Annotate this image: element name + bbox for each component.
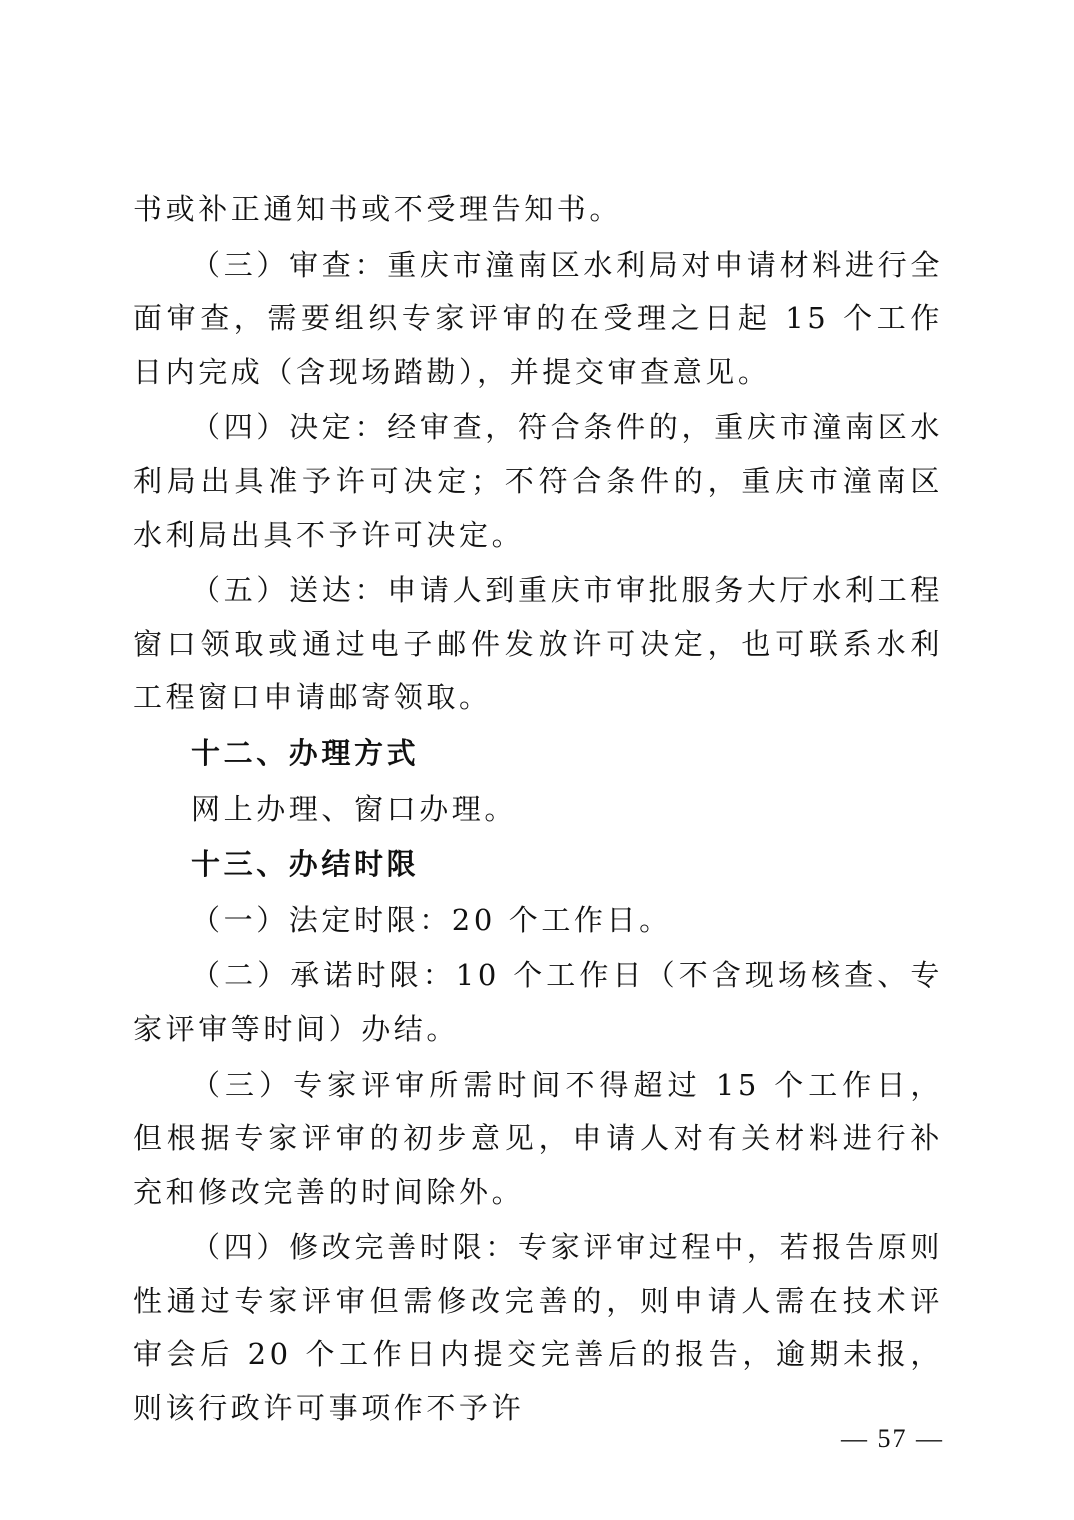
section-heading-handling-method: 十二、办理方式 — [191, 735, 420, 770]
paragraph-continuation: 书或补正通知书或不受理告知书。 — [133, 192, 623, 226]
paragraph-decision: （四）决定：经审查，符合条件的，重庆市潼南区水利局出具准予许可决定；不符合条件的，重庆市潼南区水利局出具不予许可决定。 — [133, 410, 943, 552]
document-body — [133, 183, 943, 1438]
paragraph-delivery: （五）送达：申请人到重庆市审批服务大厅水利工程窗口领取或通过电子邮件发放许可决定，也可联系水利工程窗口申请邮寄领取。 — [133, 573, 943, 715]
paragraph-revision-time-limit: （四）修改完善时限：专家评审过程中，若报告原则性通过专家评审但需修改完善的，则申请人需在技术评审会后 20 个工作日内提交完善后的报告，逾期未报，则该行政许可事项作不予许 — [133, 1230, 943, 1426]
section-heading-time-limit: 十三、办结时限 — [191, 847, 420, 882]
paragraph-promised-time-limit: （二）承诺时限：10 个工作日（不含现场核查、专家评审等时间）办结。 — [133, 958, 943, 1046]
paragraph-expert-review-time: （三）专家评审所需时间不得超过 15 个工作日，但根据专家评审的初步意见，申请人对有关材料进行补充和修改完善的时间除外。 — [133, 1067, 943, 1209]
paragraph-legal-time-limit: （一）法定时限：20 个工作日。 — [191, 902, 672, 937]
paragraph-handling-method: 网上办理、窗口办理。 — [191, 791, 518, 826]
page-number: — 57 — — [841, 1424, 944, 1453]
paragraph-review: （三）审查：重庆市潼南区水利局对申请材料进行全面审查，需要组织专家评审的在受理之日起 15 个工作日内完成（含现场踏勘），并提交审查意见。 — [133, 247, 943, 389]
